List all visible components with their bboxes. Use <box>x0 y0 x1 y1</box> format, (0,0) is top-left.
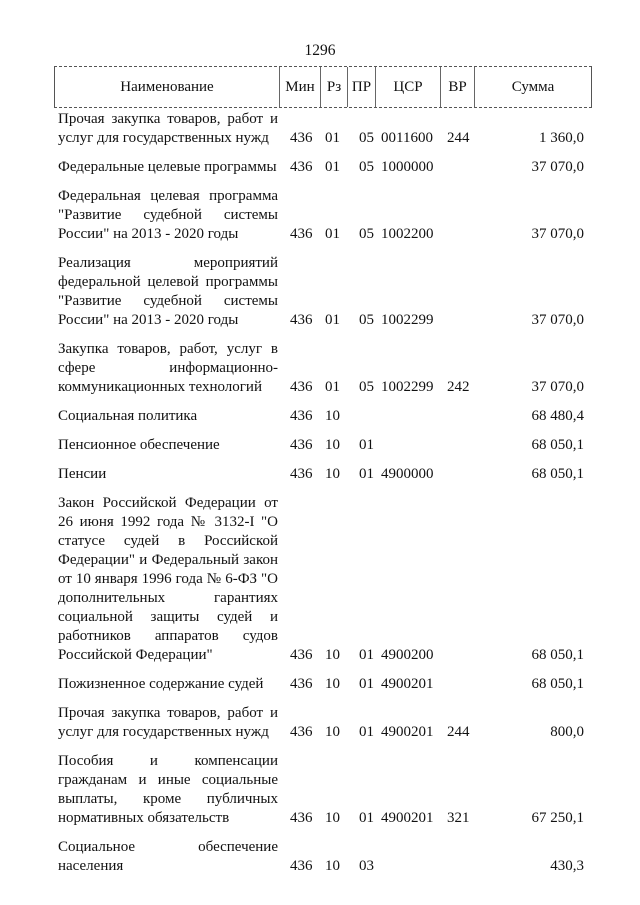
row-rz: 10 <box>325 858 340 874</box>
row-sum: 800,0 <box>550 724 584 740</box>
row-min: 436 <box>290 379 313 395</box>
row-sum: 68 050,1 <box>531 466 584 482</box>
table-row <box>58 752 592 828</box>
row-min: 436 <box>290 647 313 663</box>
row-pr: 01 <box>359 647 374 663</box>
row-name: Социальная политика <box>58 408 198 424</box>
table-row <box>58 110 592 148</box>
table-row <box>58 494 592 665</box>
row-rz: 10 <box>325 437 340 453</box>
row-min: 436 <box>290 226 313 242</box>
row-sum: 67 250,1 <box>531 810 584 826</box>
row-min: 436 <box>290 676 313 692</box>
row-sum: 68 050,1 <box>531 676 584 692</box>
table-body <box>58 110 592 886</box>
table-row <box>58 407 592 426</box>
row-name: Реализация мероприятий федеральной целевой программы "Развитие судебной системы России" на 2013 - 2020 годы <box>58 255 278 328</box>
header-rz: Рз <box>321 67 348 107</box>
table-row <box>58 187 592 244</box>
row-name: Закупка товаров, работ, услуг в сфере информационно-коммуникационных технологий <box>58 341 278 395</box>
row-min: 436 <box>290 312 313 328</box>
row-rz: 10 <box>325 466 340 482</box>
row-pr: 05 <box>359 226 374 242</box>
row-rz: 10 <box>325 676 340 692</box>
row-min: 436 <box>290 408 313 424</box>
row-rz: 10 <box>325 810 340 826</box>
row-sum: 1 360,0 <box>539 130 584 146</box>
row-pr: 05 <box>359 130 374 146</box>
row-vr: 244 <box>447 724 470 740</box>
table-row <box>58 436 592 455</box>
table-row <box>58 254 592 330</box>
row-csr: 0011600 <box>381 130 433 146</box>
row-rz: 10 <box>325 408 340 424</box>
row-rz: 10 <box>325 724 340 740</box>
table-row <box>58 158 592 177</box>
row-pr: 01 <box>359 810 374 826</box>
table-header <box>54 66 592 108</box>
row-rz: 01 <box>325 312 340 328</box>
row-rz: 10 <box>325 647 340 663</box>
row-sum: 37 070,0 <box>531 379 584 395</box>
row-csr: 4900201 <box>381 810 434 826</box>
row-vr: 242 <box>447 379 470 395</box>
header-min: Мин <box>280 67 321 107</box>
table-row <box>58 838 592 876</box>
row-rz: 01 <box>325 159 340 175</box>
row-name: Пособия и компенсации гражданам и иные социальные выплаты, кроме публичных нормативных обязательств <box>58 753 278 826</box>
row-csr: 1002299 <box>381 379 434 395</box>
header-sum: Сумма <box>511 79 555 95</box>
row-sum: 37 070,0 <box>531 312 584 328</box>
row-pr: 05 <box>359 312 374 328</box>
row-name: Пенсии <box>58 466 107 482</box>
row-name: Социальное обеспечение населения <box>58 839 278 874</box>
row-csr: 1002200 <box>381 226 434 242</box>
table-row <box>58 704 592 742</box>
row-vr: 244 <box>447 130 470 146</box>
row-sum: 37 070,0 <box>531 226 584 242</box>
row-csr: 1000000 <box>381 159 434 175</box>
row-sum: 68 050,1 <box>531 437 584 453</box>
row-pr: 01 <box>359 437 374 453</box>
row-min: 436 <box>290 437 313 453</box>
row-vr: 321 <box>447 810 470 826</box>
row-rz: 01 <box>325 226 340 242</box>
row-pr: 05 <box>359 159 374 175</box>
row-min: 436 <box>290 159 313 175</box>
row-name: Пожизненное содержание судей <box>58 676 264 692</box>
row-name: Закон Российской Федерации от 26 июня 1992 года № 3132-I "О статусе судей в Российской Федерации" и Федеральный закон от 10 января 1996 года № 6-ФЗ "О дополнительных гарантиях социальной защиты судей и работников аппаратов судов Российской Федерации" <box>58 495 278 663</box>
table-row <box>58 340 592 397</box>
row-csr: 1002299 <box>381 312 434 328</box>
row-rz: 01 <box>325 130 340 146</box>
page-number: 1296 <box>304 42 336 59</box>
header-name: Наименование <box>55 67 280 107</box>
row-sum: 68 050,1 <box>531 647 584 663</box>
row-name: Федеральная целевая программа "Развитие судебной системы России" на 2013 - 2020 годы <box>58 188 278 242</box>
row-sum: 430,3 <box>550 858 584 874</box>
row-min: 436 <box>290 810 313 826</box>
header-pr: ПР <box>348 67 376 107</box>
row-min: 436 <box>290 724 313 740</box>
row-min: 436 <box>290 858 313 874</box>
row-pr: 05 <box>359 379 374 395</box>
row-min: 436 <box>290 130 313 146</box>
row-sum: 68 480,4 <box>531 408 584 424</box>
header-csr: ЦСР <box>376 67 441 107</box>
row-rz: 01 <box>325 379 340 395</box>
row-pr: 01 <box>359 724 374 740</box>
row-min: 436 <box>290 466 313 482</box>
row-name: Прочая закупка товаров, работ и услуг для государственных нужд <box>58 705 278 740</box>
row-csr: 4900200 <box>381 647 434 663</box>
row-csr: 4900201 <box>381 676 434 692</box>
row-pr: 01 <box>359 466 374 482</box>
row-name: Федеральные целевые программы <box>58 159 277 175</box>
row-csr: 4900201 <box>381 724 434 740</box>
row-name: Пенсионное обеспечение <box>58 437 220 453</box>
header-vr: ВР <box>441 67 475 107</box>
table-row <box>58 675 592 694</box>
row-sum: 37 070,0 <box>531 159 584 175</box>
row-pr: 03 <box>359 858 374 874</box>
row-pr: 01 <box>359 676 374 692</box>
row-name: Прочая закупка товаров, работ и услуг для государственных нужд <box>58 111 278 146</box>
row-csr: 4900000 <box>381 466 434 482</box>
table-row <box>58 465 592 484</box>
